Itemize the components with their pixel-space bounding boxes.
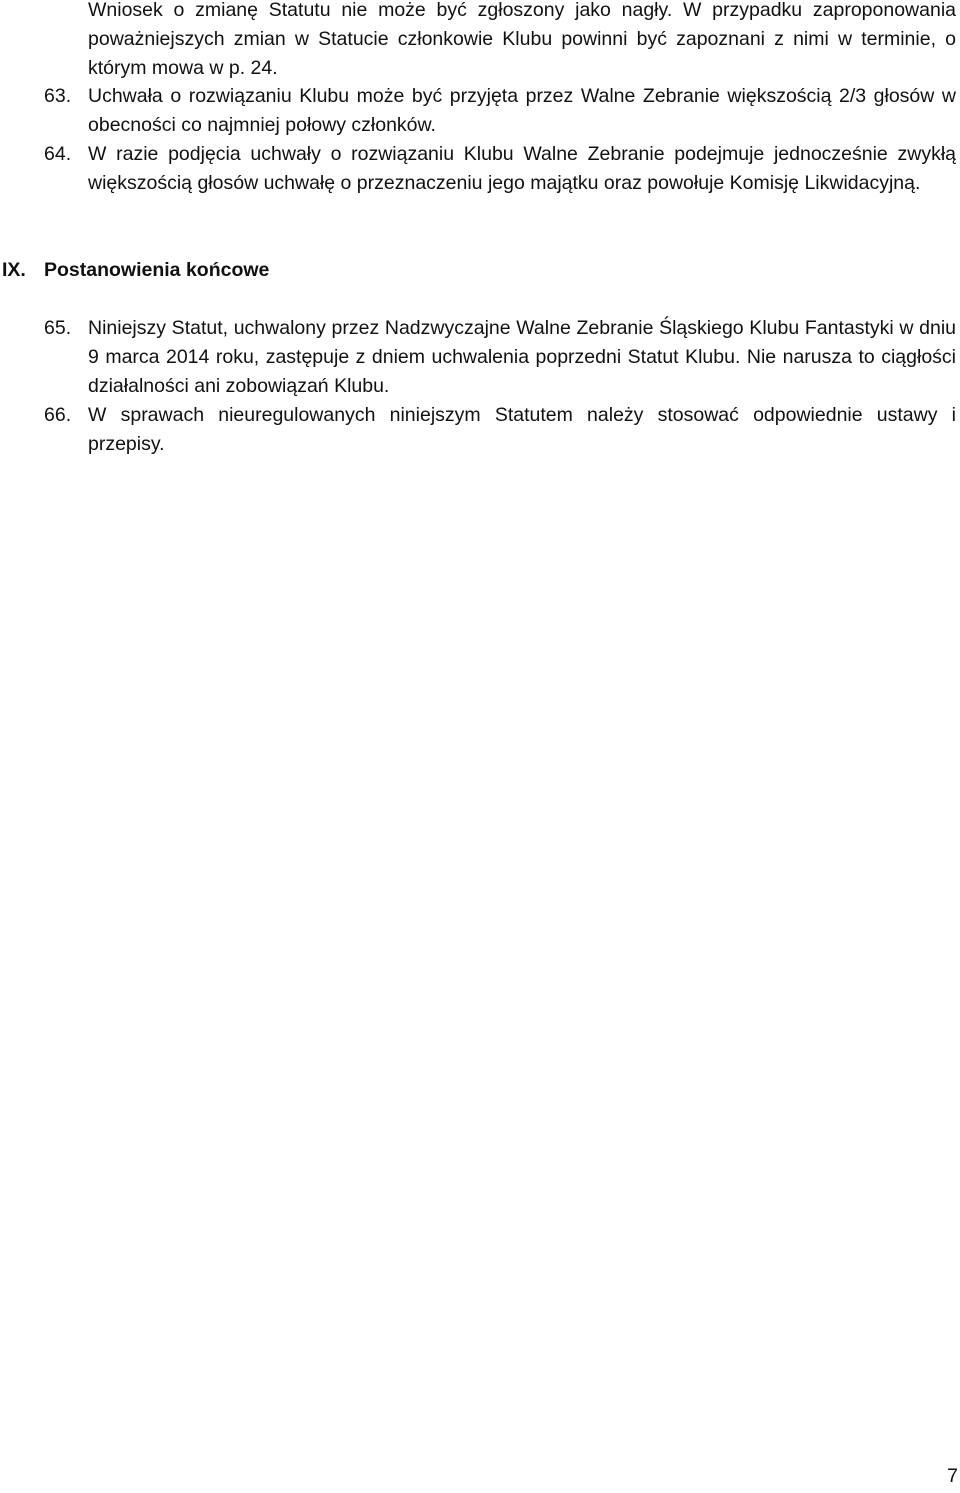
paragraph-66 — [44, 401, 956, 459]
paragraph-number: 65. — [44, 317, 72, 339]
paragraph-number: 64. — [44, 143, 72, 165]
paragraph-64 — [44, 140, 956, 198]
section-heading — [2, 256, 269, 285]
paragraph-text: W razie podjęcia uchwały o rozwiązaniu Klubu Walne Zebranie podejmuje jednocześnie zwykłą większością głosów uchwałę o przeznaczeniu jego majątku oraz powołuje Komisję Likwidacyjną. — [88, 143, 956, 194]
paragraph-63 — [44, 82, 956, 140]
paragraph-text: Niniejszy Statut, uchwalony przez Nadzwyczajne Walne Zebranie Śląskiego Klubu Fantastyki w dniu 9 marca 2014 roku, zastępuje z dniem uchwalenia poprzedni Statut Klubu. Nie narusza to ciągłości działalności ani zobowiązań Klubu. — [88, 317, 956, 397]
paragraph-number: 63. — [44, 85, 72, 107]
section-title: Postanowienia końcowe — [44, 259, 270, 281]
paragraph-text: Uchwała o rozwiązaniu Klubu może być przyjęta przez Walne Zebranie większością 2/3 głosów w obecności co najmniej połowy członków. — [88, 85, 956, 136]
paragraph-text: W sprawach nieuregulowanych niniejszym Statutem należy stosować odpowiednie ustawy i przepisy. — [88, 404, 956, 455]
paragraph-number: 66. — [44, 404, 72, 426]
paragraph-65 — [44, 314, 956, 401]
page-number: 7 — [947, 1465, 958, 1487]
section-number: IX. — [2, 259, 26, 281]
continuation-paragraph: Wniosek o zmianę Statutu nie może być zgłoszony jako nagły. W przypadku zaproponowania poważniejszych zmian w Statucie członkowie Klubu powinni być zapoznani z nimi w terminie, o którym mowa w p. 24. — [88, 0, 956, 79]
